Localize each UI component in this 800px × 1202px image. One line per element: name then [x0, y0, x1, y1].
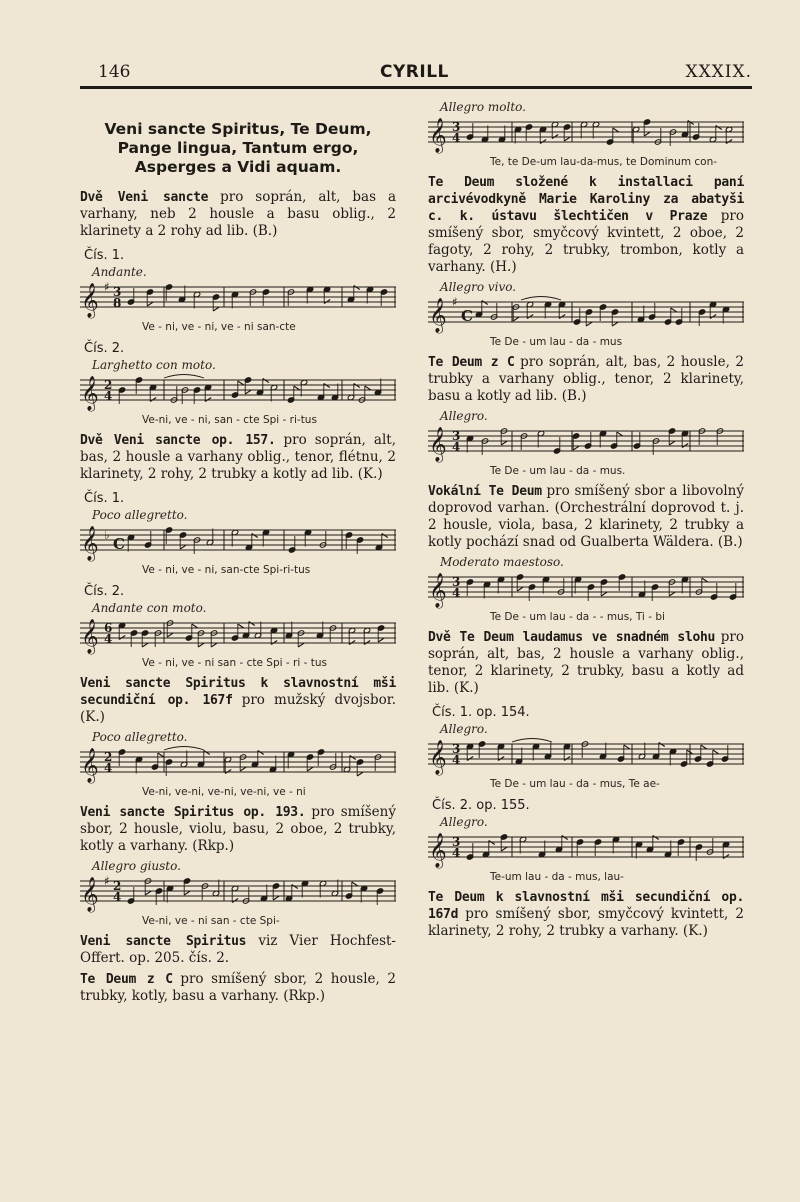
entry-work-title: Dvě Veni sancte op. 157.	[80, 433, 276, 448]
time-signature-bottom: 4	[452, 753, 461, 767]
time-signature-bottom: 8	[113, 296, 122, 310]
key-signature: ♭	[104, 528, 110, 542]
time-signature-bottom: 4	[452, 440, 461, 454]
entry-description: pro smíšený sbor a libovolný doprovod varhan. (Orchestrální doprovod t. j. 2 housle, viola, basa, 2 klarinety, 2 trubky a kotly pochází snad od Gualberta Wäldera. (B.)	[428, 483, 744, 550]
note-flag	[378, 638, 384, 642]
note-flag	[263, 379, 269, 383]
treble-clef: 𝄞	[81, 877, 99, 912]
note-flag	[659, 743, 665, 747]
entry-description: pro soprán, alt, bas, 2 housle a varhany oblig., tenor, 2 klarinety, 2 trubky, basu a kotly ad lib. (K.)	[428, 629, 744, 696]
treble-clef: 𝄞	[81, 619, 99, 654]
note-flag	[213, 307, 219, 311]
entry-description: pro mužský dvojsbor. (K.)	[80, 692, 396, 725]
time-signature-top: 2	[104, 750, 113, 764]
incipit-lyrics: Ve - ni, ve - ni, san-cte Spi-ri-tus	[142, 564, 311, 576]
key-signature: ♯	[104, 874, 110, 888]
page-header	[80, 62, 752, 88]
entry-description: pro smíšený sbor, smyčcový kvintett, 2 klarinety, 2 rohy, 2 trubky a varhany. (K.)	[428, 906, 744, 939]
note-flag	[624, 745, 630, 749]
tempo-marking: Larghetto con moto.	[92, 358, 216, 372]
tempo-marking: Poco allegretto.	[92, 508, 188, 522]
note-flag	[354, 286, 360, 290]
incipit-lyrics: Ve - ni, ve - ni san - cte Spi - ri - tus	[142, 657, 327, 669]
note-flag	[552, 135, 558, 139]
note-flag	[119, 636, 125, 640]
catalog-entry	[80, 189, 396, 240]
tempo-marking: Allegro.	[440, 409, 488, 423]
time-signature-bottom: 4	[113, 890, 122, 904]
header-rule	[80, 86, 752, 89]
note-flag	[357, 772, 363, 776]
note-flag	[601, 592, 607, 596]
incipit-lyrics: Te De - um lau - da - mus.	[490, 465, 626, 477]
note-flag	[365, 386, 371, 390]
note-flag	[324, 384, 330, 388]
incipit-lyrics: Ve-ni, ve-ni, ve-ni, ve-ni, ve - ni	[142, 786, 306, 798]
piece-number: Čís. 1. op. 154.	[432, 705, 530, 720]
music-incipit-staff	[80, 873, 396, 915]
entry-work-title: Te Deum složené k installaci paní arcivévodkyně Marie Karoliny za abatyši c. k. ústavu šlechtičen v Praze	[428, 175, 744, 224]
incipit-lyrics: Te De - um lau - da - mus, Te ae-	[490, 778, 660, 790]
entry-description: pro soprán, alt, bas, 2 housle a varhany oblig., tenor, flétnu, 2 klarinety, 2 rohy, 2 trubky a kotly ad lib. (K.)	[80, 432, 397, 482]
catalog-entry	[80, 804, 396, 855]
treble-clef: 𝄞	[429, 740, 447, 775]
music-incipit-staff	[80, 372, 396, 414]
piece-number: Čís. 2. op. 155.	[432, 798, 530, 813]
note-flag	[184, 891, 190, 895]
time-signature-bottom: 4	[452, 586, 461, 600]
note-flag	[702, 578, 708, 582]
note-flag	[298, 643, 304, 647]
tempo-marking: Allegro vivo.	[440, 280, 517, 294]
note-flag	[204, 751, 210, 755]
music-incipit-staff	[428, 114, 744, 156]
piece-number: Čís. 2.	[84, 341, 125, 356]
catalog-entry	[80, 971, 396, 1005]
entry-work-title: Veni sancte Spiritus k slavnostní mši secundiční op. 167f	[80, 676, 396, 708]
note-flag	[352, 882, 358, 886]
note-flag	[382, 534, 388, 538]
catalog-entry	[428, 174, 744, 276]
entry-work-title: Dvě Te Deum laudamus ve snadném slohu	[428, 630, 716, 645]
note-flag	[467, 757, 473, 761]
entry-work-title: Dvě Veni sancte	[80, 190, 209, 205]
time-signature-top: 3	[452, 742, 461, 756]
slur	[521, 297, 561, 301]
note-flag	[613, 128, 619, 132]
note-flag	[573, 446, 579, 450]
tempo-marking: Allegro giusto.	[92, 859, 181, 873]
treble-clef: 𝄞	[429, 833, 447, 868]
time-signature-bottom: 4	[452, 131, 461, 145]
treble-clef: 𝄞	[429, 118, 447, 153]
piece-number: Čís. 1.	[84, 491, 125, 506]
left-column	[80, 98, 396, 1009]
entry-work-title: Te Deum z C	[80, 972, 173, 987]
note-flag	[723, 855, 729, 859]
music-incipit-staff	[428, 569, 744, 611]
note-flag	[559, 315, 565, 319]
time-signature: C	[461, 307, 473, 325]
incipit-lyrics: Ve-ni, ve - ni san - cte Spi-	[142, 915, 280, 927]
note-flag	[240, 767, 246, 771]
music-incipit-staff	[428, 294, 744, 336]
music-incipit-staff	[80, 522, 396, 564]
note-flag	[349, 641, 355, 645]
music-incipit-staff	[80, 744, 396, 786]
treble-clef: 𝄞	[81, 748, 99, 783]
tempo-marking: Andante con moto.	[92, 601, 207, 615]
note-flag	[669, 441, 675, 445]
note-flag	[211, 643, 217, 647]
catalog-entry	[80, 933, 396, 967]
time-signature-top: 6	[104, 621, 113, 635]
incipit-lyrics: Te-um lau - da - mus, lau-	[490, 871, 624, 883]
note-flag	[710, 315, 716, 319]
page-title: CYRILL	[380, 62, 449, 82]
note-flag	[517, 587, 523, 591]
note-flag	[238, 381, 244, 385]
note-flag	[292, 885, 298, 889]
time-signature-top: 3	[452, 575, 461, 589]
tempo-marking: Allegro.	[440, 815, 488, 829]
incipit-lyrics: Ve-ni, ve - ni, san - cte Spi - ri-tus	[142, 414, 317, 426]
piece-number: Čís. 1.	[84, 248, 125, 263]
entry-work-title: Veni sancte Spiritus	[80, 934, 247, 949]
note-flag	[653, 836, 659, 840]
treble-clef: 𝄞	[429, 298, 447, 333]
incipit-lyrics: Ve - ni, ve - ni, ve - ni san-cte	[142, 321, 296, 333]
catalog-entry	[428, 629, 744, 697]
entry-description: pro soprán, alt, bas a varhany, neb 2 housle a basu oblig., 2 klarinety a 2 rohy ad lib. (B.)	[80, 189, 396, 239]
key-signature: ♯	[104, 280, 110, 294]
note-flag	[713, 750, 719, 754]
treble-clef: 𝄞	[81, 376, 99, 411]
note-flag	[142, 643, 148, 647]
music-incipit-staff	[428, 829, 744, 871]
entry-description: viz Vier Hochfest-Offert. op. 205. čís. 2.	[80, 933, 396, 966]
note-flag	[324, 300, 330, 304]
note-flag	[612, 322, 618, 326]
slur	[164, 375, 204, 379]
note-flag	[238, 624, 244, 628]
right-column	[428, 98, 744, 944]
tempo-marking: Allegro molto.	[440, 100, 526, 114]
incipit-lyrics: Te De - um lau - da - - mus, Ti - bi	[490, 611, 665, 623]
note-flag	[180, 545, 186, 549]
entry-work-title: Vokální Te Deum	[428, 484, 542, 499]
catalog-entry	[428, 354, 744, 405]
time-signature-top: 3	[452, 429, 461, 443]
treble-clef: 𝄞	[81, 526, 99, 561]
time-signature-top: 3	[452, 120, 461, 134]
slur	[164, 747, 204, 751]
time-signature-bottom: 4	[104, 389, 113, 403]
note-flag	[198, 643, 204, 647]
note-flag	[294, 386, 300, 390]
note-flag	[617, 432, 623, 436]
treble-clef: 𝄞	[81, 283, 99, 318]
catalog-entry	[80, 675, 396, 726]
time-signature-top: 3	[113, 285, 122, 299]
key-signature: ♯	[452, 295, 458, 309]
entry-work-title: Veni sancte Spiritus op. 193.	[80, 805, 306, 820]
note-flag	[682, 444, 688, 448]
note-flag	[271, 641, 277, 645]
note-flag	[564, 137, 570, 141]
note-flag	[147, 302, 153, 306]
time-signature-top: 2	[113, 879, 122, 893]
music-incipit-staff	[428, 423, 744, 465]
note-flag	[586, 322, 592, 326]
time-signature-top: 2	[104, 378, 113, 392]
time-signature-bottom: 4	[104, 632, 113, 646]
note-flag	[540, 140, 546, 144]
note-flag	[688, 121, 694, 125]
note-flag	[482, 301, 488, 305]
section-heading: Veni sancte Spiritus, Te Deum, Pange lingua, Tantum ergo, Asperges a Vidi aquam.	[104, 120, 372, 176]
music-incipit-staff	[428, 736, 744, 778]
note-flag	[564, 757, 570, 761]
entry-description: pro soprán, alt, bas, 2 housle, 2 trubky a varhany oblig., tenor, 2 klarinety, basu a kotly ad lib. (B.)	[428, 354, 744, 404]
section-number: XXXIX.	[685, 62, 752, 82]
entry-description: pro smíšený sbor, 2 housle, violu, basu, 2 oboe, 2 trubky, kotly a varhany. (Rkp.)	[80, 804, 396, 854]
note-flag	[192, 624, 198, 628]
note-flag	[716, 126, 722, 130]
note-flag	[232, 899, 238, 903]
note-flag	[671, 308, 677, 312]
catalog-entry	[80, 432, 396, 483]
incipit-lyrics: Te De - um lau - da - mus	[490, 336, 623, 348]
slur	[512, 739, 552, 743]
note-flag	[150, 398, 156, 402]
note-flag	[527, 315, 533, 319]
note-flag	[498, 757, 504, 761]
note-flag	[145, 891, 151, 895]
note-flag	[364, 641, 370, 645]
music-incipit-staff	[80, 615, 396, 657]
treble-clef: 𝄞	[429, 573, 447, 608]
note-flag	[245, 390, 251, 394]
note-flag	[644, 132, 650, 136]
time-signature: C	[113, 535, 125, 553]
entry-description: pro smíšený sbor, smyčcový kvintett, 2 oboe, 2 fagoty, 2 rohy, 2 trubky, trombon, kotly a varhany. (H.)	[428, 208, 745, 275]
time-signature-top: 3	[452, 835, 461, 849]
note-flag	[489, 841, 495, 845]
note-flag	[258, 751, 264, 755]
music-incipit-staff	[80, 279, 396, 321]
note-flag	[252, 534, 258, 538]
note-flag	[726, 140, 732, 144]
note-flag	[205, 398, 211, 402]
note-flag	[701, 745, 707, 749]
note-flag	[273, 896, 279, 900]
note-flag	[354, 384, 360, 388]
tempo-marking: Poco allegretto.	[92, 730, 188, 744]
note-flag	[350, 756, 356, 760]
note-flag	[158, 753, 164, 757]
incipit-lyrics: Te, te De-um lau-da-mus, te Dominum con-	[490, 156, 718, 168]
time-signature-bottom: 4	[104, 761, 113, 775]
note-flag	[225, 770, 231, 774]
page-number: 146	[98, 62, 131, 82]
tempo-marking: Moderato maestoso.	[440, 555, 564, 569]
note-flag	[669, 592, 675, 596]
note-flag	[501, 441, 507, 445]
entry-description: pro smíšený sbor, 2 housle, 2 trubky, kotly, basu a varhany. (Rkp.)	[80, 971, 396, 1004]
tempo-marking: Allegro.	[440, 722, 488, 736]
entry-work-title: Te Deum k slavnostní mši secundiční op. 167d	[428, 890, 744, 922]
treble-clef: 𝄞	[429, 427, 447, 462]
note-flag	[167, 633, 173, 637]
note-flag	[307, 767, 313, 771]
time-signature-bottom: 4	[452, 846, 461, 860]
note-flag	[562, 836, 568, 840]
note-flag	[249, 622, 255, 626]
piece-number: Čís. 2.	[84, 584, 125, 599]
catalog-entry	[428, 483, 744, 551]
catalog-entry	[428, 889, 744, 940]
entry-work-title: Te Deum z C	[428, 355, 515, 370]
tempo-marking: Andante.	[92, 265, 147, 279]
note-flag	[501, 847, 507, 851]
note-flag	[513, 317, 519, 321]
